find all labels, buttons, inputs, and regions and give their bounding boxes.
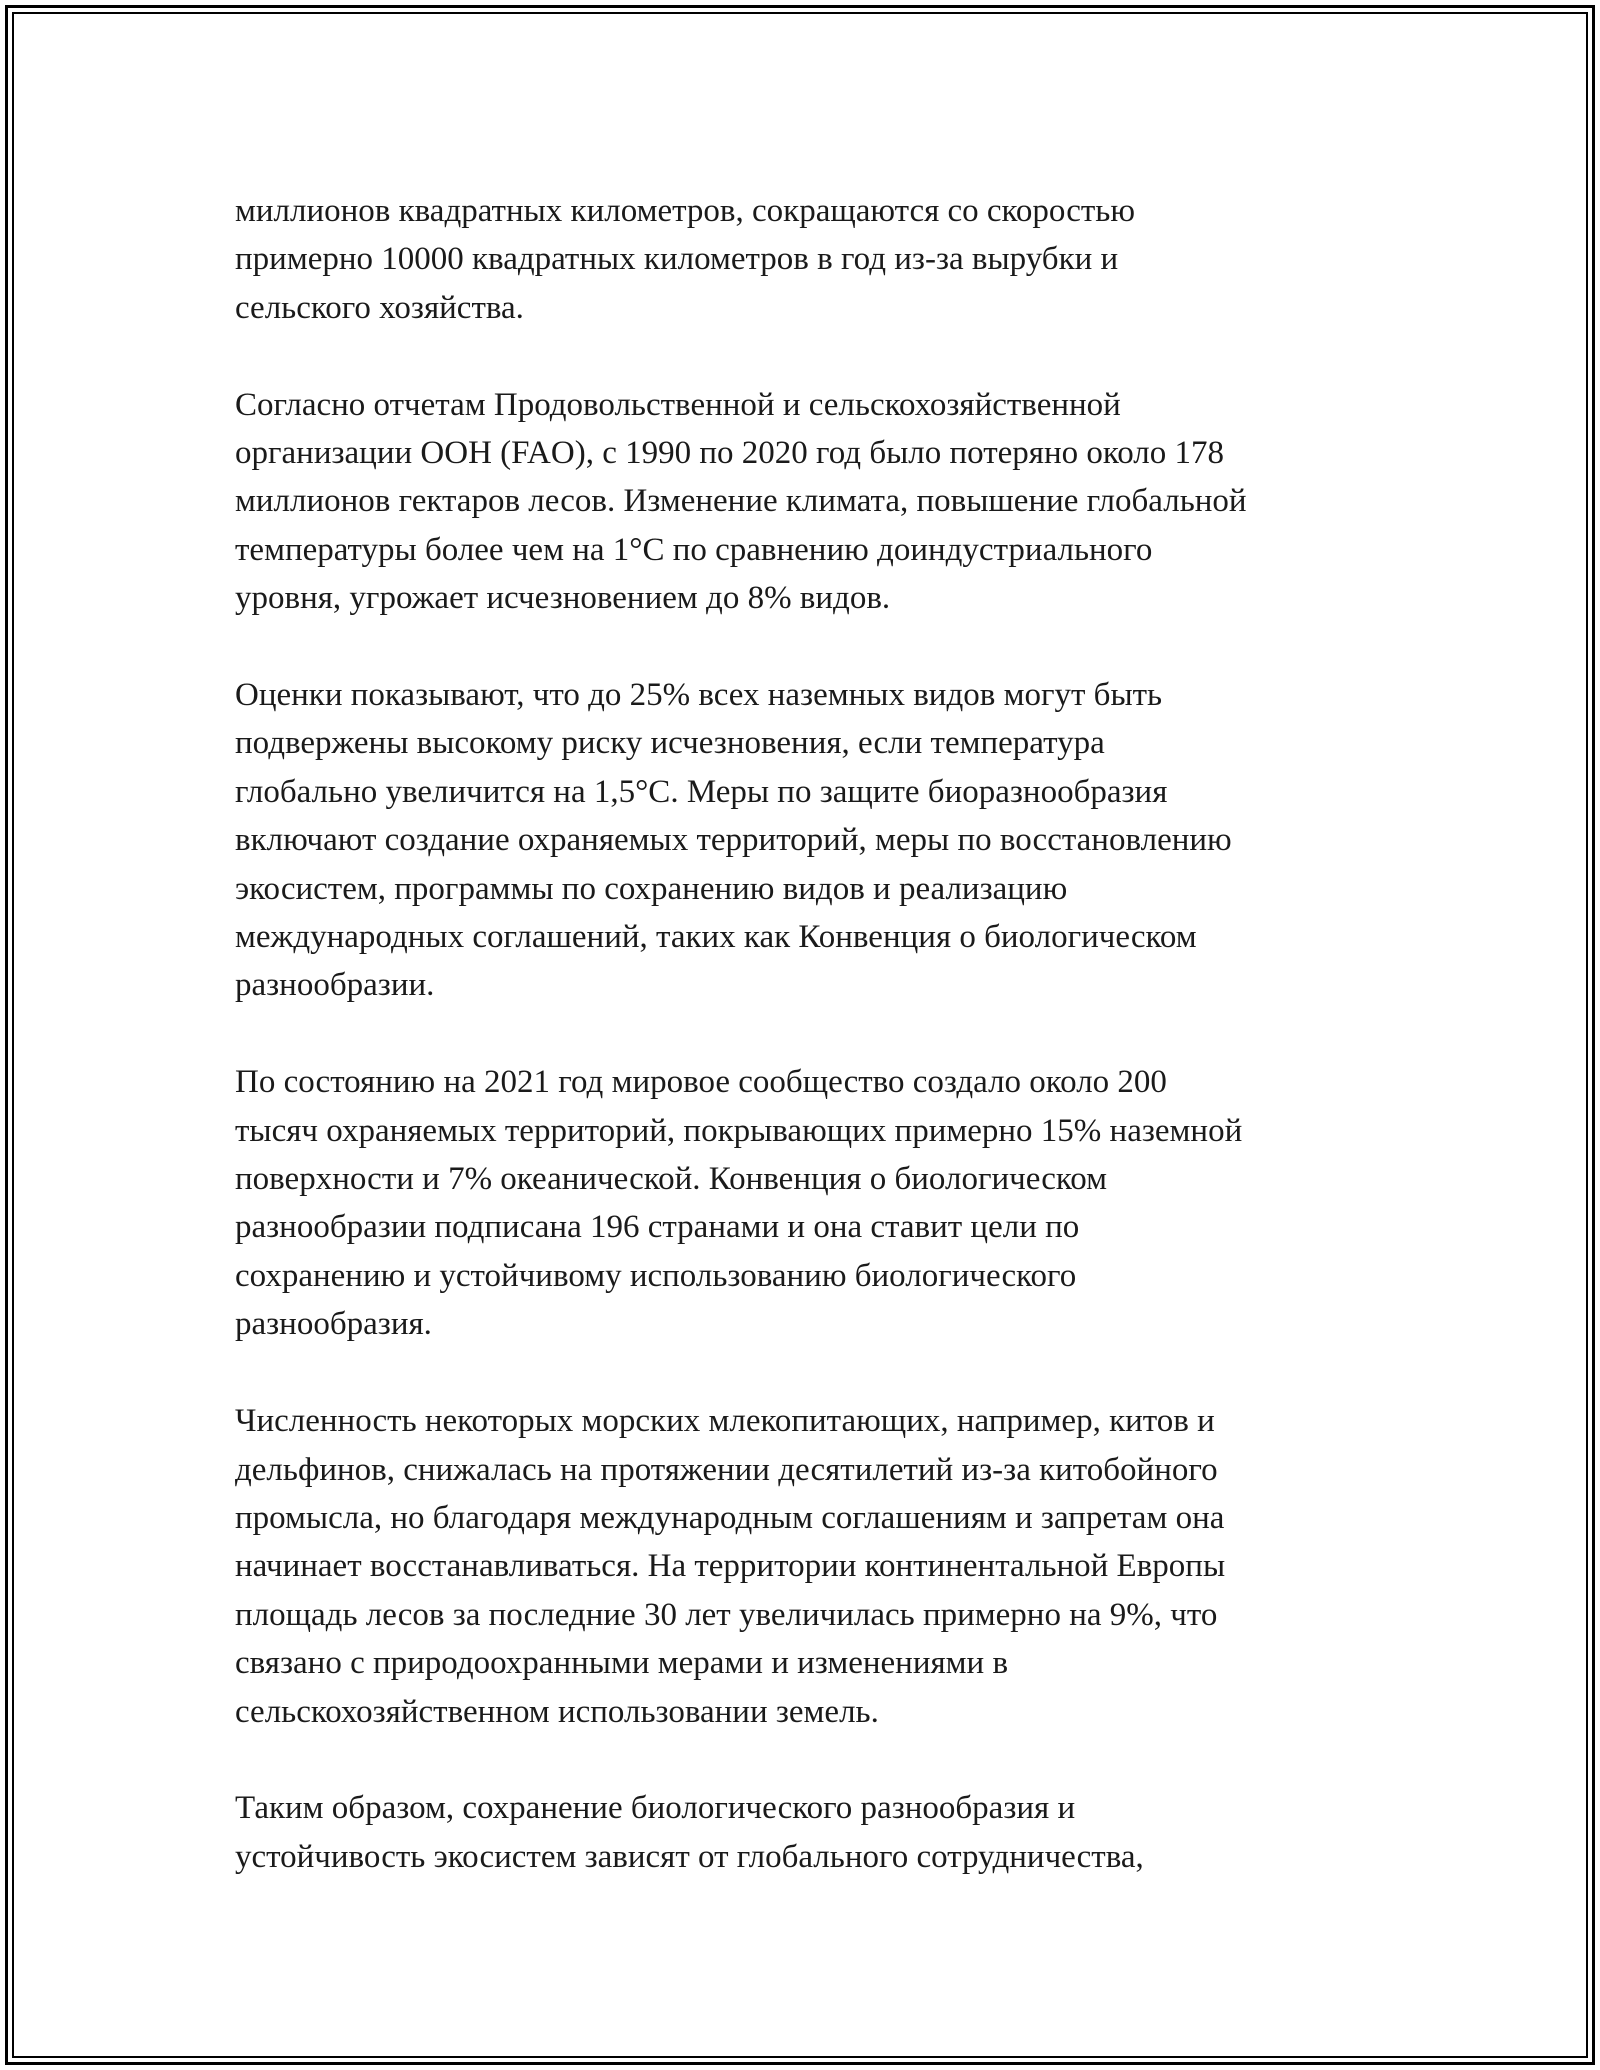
text-line: начинает восстанавливаться. На территории континентальной Европы [235,1548,1226,1585]
paragraph-4 [235,1058,1395,1348]
text-line: площадь лесов за последние 30 лет увеличилась примерно на 9%, что [235,1596,1218,1633]
text-line: тысяч охраняемых территорий, покрывающих примерно 15% наземной [235,1112,1243,1149]
text-line: Оценки показывают, что до 25% всех наземных видов могут быть [235,677,1163,714]
text-line: миллионов квадратных километров, сокращаются со скоростью [235,193,1136,229]
text-line: экосистем, программы по сохранению видов и реализацию [235,870,1068,907]
text-line: сельскохозяйственном использовании земель. [235,1693,879,1730]
text-line: включают создание охраняемых территорий, меры по восстановлению [235,822,1232,859]
text-line: международных соглашений, таких как Конвенция о биологическом [235,919,1197,956]
paragraph-1 [235,187,1395,332]
text-line: сохранению и устойчивому использованию биологического [235,1257,1077,1294]
text-line: промысла, но благодаря международным соглашениям и запретам она [235,1499,1225,1536]
text-line: связано с природоохранными мерами и изменениями в [235,1645,1009,1682]
text-line: примерно 10000 квадратных километров в год из-за вырубки и [235,241,1119,278]
text-line: дельфинов, снижалась на протяжении десятилетий из-за китобойного [235,1451,1218,1488]
paragraph-2 [235,381,1395,623]
text-line: устойчивость экосистем зависят от глобального сотрудничества, [235,1838,1144,1875]
document-body [235,187,1395,1881]
text-line: сельского хозяйства. [235,289,524,326]
text-line: температуры более чем на 1°C по сравнению доиндустриального [235,531,1153,568]
paragraph-3 [235,671,1395,1010]
paragraph-6 [235,1784,1395,1881]
text-line: Согласно отчетам Продовольственной и сельскохозяйственной [235,386,1121,423]
text-line: разнообразия. [235,1306,432,1343]
text-line: Численность некоторых морских млекопитающих, например, китов и [235,1403,1215,1440]
text-line: разнообразии подписана 196 странами и она ставит цели по [235,1209,1080,1246]
text-line: Таким образом, сохранение биологического разнообразия и [235,1790,1076,1827]
paragraph-5 [235,1397,1395,1736]
text-line: разнообразии. [235,967,435,1004]
text-line: По состоянию на 2021 год мировое сообщество создало около 200 [235,1064,1167,1101]
text-line: глобально увеличится на 1,5°C. Меры по защите биоразнообразия [235,773,1168,810]
text-line: подвержены высокому риску исчезновения, если температура [235,725,1105,762]
text-line: уровня, угрожает исчезновением до 8% видов. [235,580,891,617]
text-line: организации ООН (FAO), с 1990 по 2020 год было потеряно около 178 [235,435,1225,472]
text-line: поверхности и 7% океанической. Конвенция о биологическом [235,1161,1107,1198]
text-line: миллионов гектаров лесов. Изменение климата, повышение глобальной [235,483,1247,520]
